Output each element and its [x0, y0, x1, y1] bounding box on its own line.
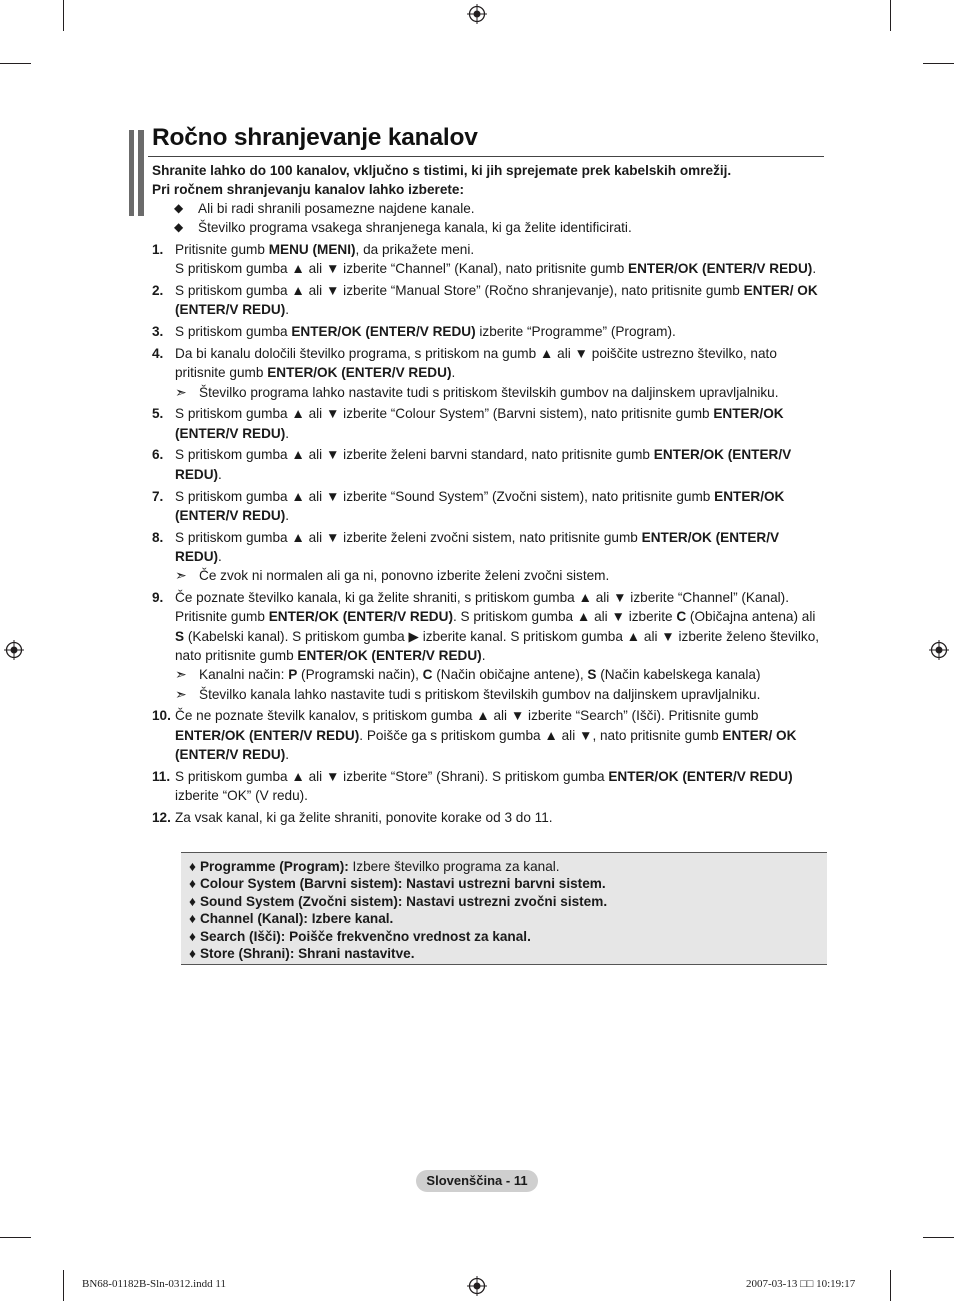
note-text: Številko kanala lahko nastavite tudi s pritiskom številskih gumbov na daljinskem upravljalniku.	[199, 686, 761, 702]
step-bold: ENTER/OK (ENTER/V REDU)	[175, 529, 780, 564]
summary-text: Sound System (Zvočni sistem): Nastavi ustrezni zvočni sistem.	[199, 893, 608, 909]
trim-mark	[63, 1270, 64, 1301]
step-bold: ENTER/OK (ENTER/V REDU)	[175, 727, 360, 743]
trim-mark	[63, 0, 64, 31]
step-text: .	[285, 425, 290, 441]
trim-mark	[923, 1237, 954, 1238]
step-note	[175, 685, 824, 704]
step-number: 6.	[152, 447, 164, 463]
step-bold: S	[175, 628, 185, 644]
intro-bullet-text: Številko programa vsakega shranjenega kanala, ki ga želite identificirati.	[198, 220, 632, 235]
step-number: 8.	[152, 529, 164, 545]
step-bold: ENTER/OK (ENTER/V REDU)	[175, 488, 785, 523]
note-text: Če zvok ni normalen ali ga ni, ponovno izberite želeni zvočni sistem.	[199, 568, 610, 584]
step-item	[152, 404, 824, 443]
step-item	[152, 706, 824, 764]
step-item	[152, 344, 824, 402]
summary-lines	[189, 858, 607, 962]
step-text: S pritiskom gumba ▲ ali ▼ izberite želeni barvni standard, nato pritisnite gumb	[175, 447, 654, 463]
step-item	[152, 322, 824, 341]
step-number: 7.	[152, 488, 164, 504]
step-item	[152, 528, 824, 586]
step-text: Za vsak kanal, ki ga želite shraniti, ponovite korake od 3 do 11.	[175, 809, 553, 825]
summary-term: Programme (Program):	[199, 859, 349, 874]
step-bold: ENTER/OK (ENTER/V REDU)	[291, 324, 476, 340]
intro-line-2: Pri ročnem shranjevanju kanalov lahko izberete:	[152, 182, 465, 197]
step-number: 1.	[152, 242, 164, 257]
note-text: Številko programa lahko nastavite tudi s pritiskom številskih gumbov na daljinskem upravljalniku.	[199, 384, 779, 400]
step-item	[152, 445, 824, 484]
trim-mark	[0, 1237, 31, 1238]
note-bold: S	[587, 667, 597, 683]
step-text: (Običajna antena) ali	[686, 609, 816, 625]
summary-box	[181, 852, 827, 965]
step-text: , da prikažete meni.	[355, 242, 475, 257]
step-text: . Poišče ga s pritiskom gumba ▲ ali ▼, nato pritisnite gumb	[359, 727, 723, 743]
summary-text: Colour System (Barvni sistem): Nastavi ustrezni barvni sistem.	[199, 876, 606, 892]
diamond-icon: ♦	[189, 911, 196, 927]
step-text: .	[481, 647, 486, 663]
title-underline	[148, 156, 824, 157]
arrow-note-icon: ➣	[175, 383, 187, 400]
page-number-badge: Slovenščina - 11	[416, 1170, 538, 1192]
registration-mark-icon	[467, 1276, 487, 1296]
step-text: Če poznate številko kanala, ki ga želite shraniti, s pritiskom gumba ▲ ali ▼ izberite “Channel” (Kanal). Pritisnite gumb	[175, 590, 789, 625]
step-bold: ENTER/OK (ENTER/V REDU)	[175, 447, 792, 482]
step-bold: ENTER/OK (ENTER/V REDU)	[628, 261, 813, 277]
summary-line	[189, 945, 607, 962]
arrow-note-icon: ➣	[175, 685, 187, 702]
step-bold: C	[676, 609, 687, 625]
diamond-icon: ♦	[189, 859, 196, 874]
trim-mark	[890, 1270, 891, 1301]
step-bold: ENTER/OK (ENTER/V REDU)	[297, 647, 482, 663]
diamond-icon: ♦	[189, 946, 196, 962]
step-text: S pritiskom gumba ▲ ali ▼ izberite “Manual Store” (Ročno shranjevanje), nato pritisnite gumb	[175, 283, 744, 299]
step-note	[175, 383, 824, 402]
trim-mark	[0, 63, 31, 64]
step-text: .	[218, 548, 222, 564]
summary-line	[189, 928, 607, 945]
step-note	[175, 665, 824, 684]
step-bold: ENTER/OK (ENTER/V REDU)	[608, 768, 793, 784]
summary-text: Izbere številko programa za kanal.	[348, 859, 560, 874]
steps-list	[152, 240, 824, 830]
step-text: .	[451, 365, 456, 381]
summary-text: Search (Išči): Poišče frekvenčno vrednost za kanal.	[199, 928, 531, 944]
step-text: .	[285, 507, 290, 523]
step-number: 12.	[152, 809, 171, 825]
diamond-icon: ◆	[174, 220, 184, 234]
intro-bullet-text: Ali bi radi shranili posamezne najdene kanale.	[198, 201, 475, 216]
step-text: (Kabelski kanal). S pritiskom gumba ▶ izberite kanal. S pritiskom gumba ▲ ali ▼ izberite želeno številko, nato pritisnite gumb	[175, 628, 820, 663]
note-text: (Način običajne antene),	[432, 667, 588, 683]
step-bold: ENTER/OK (ENTER/V REDU)	[175, 406, 784, 441]
print-slug-file: BN68-01182B-Sln-0312.indd 11	[82, 1278, 227, 1290]
step-text: .	[218, 466, 222, 482]
note-text: (Način kabelskega kanala)	[596, 667, 761, 683]
intro-line-1: Shranite lahko do 100 kanalov, vključno s tistimi, ki jih sprejemate prek kabelskih omrežij.	[152, 163, 732, 178]
step-text: S pritiskom gumba ▲ ali ▼ izberite “Channel” (Kanal), nato pritisnite gumb	[175, 261, 629, 277]
diamond-icon: ♦	[189, 928, 196, 944]
step-text: Da bi kanalu določili številko programa, s pritiskom na gumb ▲ ali ▼ poiščite ustrezno številko, nato pritisnite gumb	[175, 345, 777, 381]
summary-line	[189, 893, 607, 910]
step-text: izberite “OK” (V redu).	[175, 788, 308, 804]
step-text: izberite “Programme” (Program).	[475, 324, 676, 340]
section-side-bar-stripe	[134, 130, 138, 216]
step-text: S pritiskom gumba ▲ ali ▼ izberite želeni zvočni sistem, nato pritisnite gumb	[175, 529, 642, 545]
step-text: S pritiskom gumba ▲ ali ▼ izberite “Colour System” (Barvni sistem), nato pritisnite gumb	[175, 406, 714, 422]
step-item	[152, 767, 824, 806]
step-text: S pritiskom gumba ▲ ali ▼ izberite “Store” (Shrani). S pritiskom gumba	[175, 768, 609, 784]
note-text: (Programski način),	[297, 667, 423, 683]
summary-line	[189, 910, 607, 927]
step-bold: ENTER/ OK (ENTER/V REDU)	[175, 727, 797, 762]
summary-text: Channel (Kanal): Izbere kanal.	[199, 911, 394, 927]
step-text: S pritiskom gumba	[175, 324, 292, 340]
summary-line	[189, 875, 607, 892]
trim-mark	[890, 0, 891, 31]
diamond-icon: ♦	[189, 876, 196, 892]
step-number: 11.	[152, 768, 171, 784]
step-item	[152, 240, 824, 279]
step-bold: ENTER/OK (ENTER/V REDU)	[267, 365, 452, 381]
step-text: .	[285, 302, 290, 318]
step-text: . S pritiskom gumba ▲ ali ▼ izberite	[452, 609, 677, 625]
arrow-note-icon: ➣	[175, 666, 187, 683]
step-bold: MENU (MENI)	[268, 242, 356, 257]
step-text: S pritiskom gumba ▲ ali ▼ izberite “Sound System” (Zvočni sistem), nato pritisnite gumb	[175, 488, 715, 504]
step-text: .	[812, 261, 817, 277]
registration-mark-icon	[467, 4, 487, 24]
step-item	[152, 487, 824, 526]
step-bold: ENTER/ OK (ENTER/V REDU)	[175, 283, 818, 318]
print-slug-datetime: 2007-03-13 □□ 10:19:17	[746, 1278, 856, 1290]
summary-text: Store (Shrani): Shrani nastavitve.	[199, 946, 415, 962]
step-number: 2.	[152, 283, 164, 299]
registration-mark-icon	[929, 640, 949, 660]
step-number: 5.	[152, 406, 164, 422]
trim-mark	[923, 63, 954, 64]
step-note	[175, 566, 824, 585]
step-number: 3.	[152, 324, 164, 340]
note-text: Kanalni način:	[199, 667, 289, 683]
step-text: .	[285, 746, 290, 762]
registration-mark-icon	[4, 640, 24, 660]
step-number: 10.	[152, 708, 171, 724]
step-item	[152, 281, 824, 320]
note-bold: C	[422, 667, 433, 683]
step-number: 4.	[152, 345, 164, 361]
step-number: 9.	[152, 590, 164, 606]
diamond-icon: ◆	[174, 201, 184, 215]
arrow-note-icon: ➣	[175, 567, 187, 584]
step-bold: ENTER/OK (ENTER/V REDU)	[268, 609, 453, 625]
diamond-icon: ♦	[189, 893, 196, 909]
step-text: Če ne poznate številk kanalov, s pritiskom gumba ▲ ali ▼ izberite “Search” (Išči). Pritisnite gumb	[175, 708, 759, 724]
step-text: Pritisnite gumb	[175, 242, 269, 257]
page-title: Ročno shranjevanje kanalov	[152, 124, 478, 151]
step-item	[152, 588, 824, 704]
step-item	[152, 808, 824, 827]
note-bold: P	[288, 667, 298, 683]
summary-line	[189, 858, 607, 875]
